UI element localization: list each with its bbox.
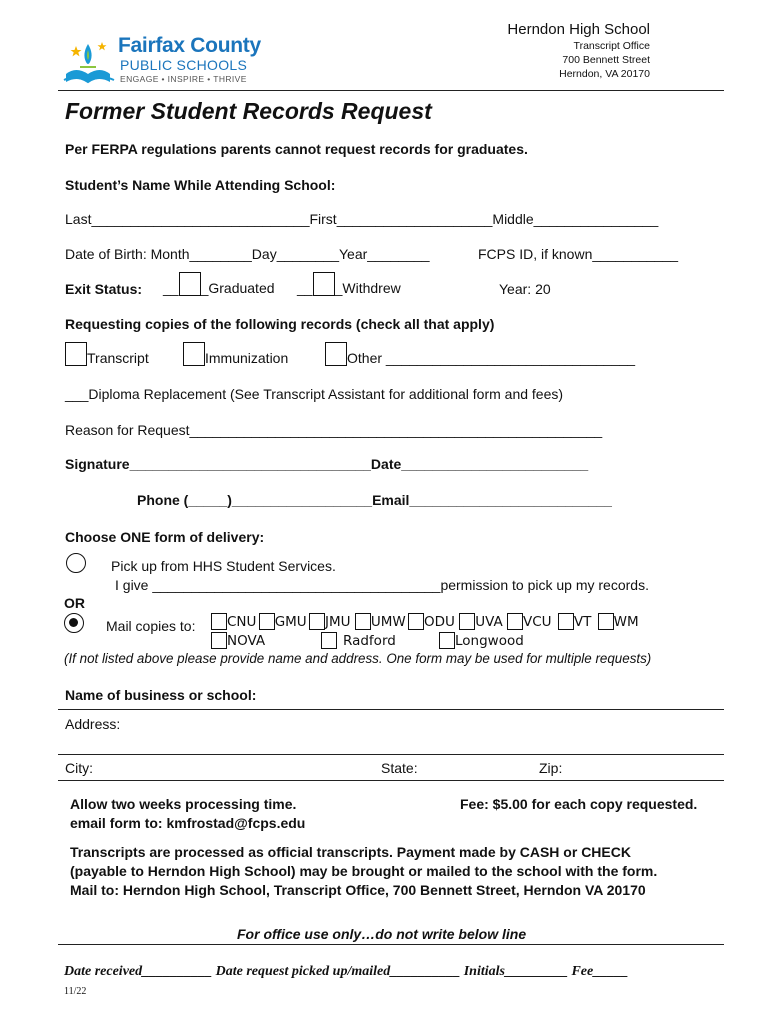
or-label: OR [64,595,85,611]
exit-year-field[interactable]: Year: 20 [499,281,551,297]
school-checkbox[interactable] [321,632,337,649]
name-fields[interactable]: Last____________________________First____________________Middle________________ [65,211,659,227]
school-option-wm[interactable] [596,614,639,630]
school-name-label: VCU [523,614,552,630]
delivery-heading: Choose ONE form of delivery: [65,529,265,545]
school-option-jmu[interactable] [311,614,351,630]
ferpa-note: Per FERPA regulations parents cannot request records for graduates. [65,141,528,157]
processing-note: Allow two weeks processing time. [70,796,297,812]
office-use-heading: For office use only…do not write below line [237,926,527,942]
school-option-gmu[interactable] [261,614,307,630]
dob-fields[interactable]: Date of Birth: Month________Day________Year________ [65,246,430,262]
school-checkbox[interactable] [259,613,275,630]
pickup-line1: Pick up from HHS Student Services. [111,558,336,574]
school-checkbox[interactable] [558,613,574,630]
school-checkbox[interactable] [211,632,227,649]
exit-status-label: Exit Status: [65,281,143,297]
exit-withdrew-option[interactable] [297,272,401,296]
immunization-checkbox[interactable] [183,342,205,366]
withdrew-label: _Withdrew [334,280,401,296]
school-checkbox[interactable] [355,613,371,630]
school-option-nova[interactable] [211,632,265,649]
business-line [58,709,724,710]
header-divider [58,90,724,91]
logo-line1: Fairfax County [118,34,261,57]
mail-radio-selected-dot [69,618,78,627]
school-option-uva[interactable] [459,614,503,630]
record-other-option[interactable] [325,342,635,366]
not-listed-note: (If not listed above please provide name and address. One form may be used for multiple requests) [64,651,652,666]
fcps-logo [62,36,262,88]
transcripts-note-1: Transcripts are processed as official transcripts. Payment made by CASH or CHECK [70,844,631,860]
school-name-label: ODU [424,614,455,630]
school-name: Herndon High School [507,21,650,38]
school-option-cnu[interactable] [211,614,256,630]
school-name-label: UVA [475,614,503,630]
record-transcript-option[interactable] [65,342,149,366]
fcps-id-field[interactable]: FCPS ID, if known___________ [478,246,679,262]
school-office: Transcript Office [573,40,650,52]
school-option-umw[interactable] [355,614,406,630]
logo-line2: PUBLIC SCHOOLS [120,57,248,73]
school-option-longwood[interactable] [439,632,524,649]
school-option-radford[interactable] [321,632,396,649]
business-label: Name of business or school: [65,687,257,703]
other-label: Other ________________________________ [347,350,636,366]
office-fields: Date received__________ Date request picked up/mailed__________ Initials_________ Fee_____ [64,964,629,979]
school-checkbox[interactable] [459,613,475,630]
graduated-label: _Graduated [200,280,275,296]
school-street: 700 Bennett Street [562,54,650,66]
school-name-label: NOVA [227,633,266,649]
signature-date-fields[interactable]: Signature_______________________________Date________________________ [65,456,589,472]
school-name-label: UMW [370,614,406,630]
mail-radio[interactable] [64,613,84,633]
zip-field[interactable]: Zip: [539,760,563,776]
record-immunization-option[interactable] [183,342,288,366]
school-name-label: CNU [227,614,257,630]
fee-note: Fee: $5.00 for each copy requested. [460,796,698,812]
reason-field[interactable]: Reason for Request_____________________________________________________ [65,422,603,438]
graduated-checkbox[interactable] [179,272,201,296]
address-field[interactable]: Address: [65,716,121,732]
name-heading: Student’s Name While Attending School: [65,177,336,193]
school-checkbox[interactable] [211,613,227,630]
page-title: Former Student Records Request [65,98,432,124]
school-name-label: GMU [274,614,307,630]
office-use-line [58,944,724,945]
form-version: 11/22 [64,986,87,997]
school-options-row1 [211,613,639,630]
transcript-checkbox[interactable] [65,342,87,366]
school-city: Herndon, VA 20170 [559,68,650,80]
email-note: email form to: kmfrostad@fcps.edu [70,815,306,831]
city-line [58,780,724,781]
school-name-label: VT [573,614,592,630]
other-checkbox[interactable] [325,342,347,366]
state-field[interactable]: State: [381,760,418,776]
logo-tagline: ENGAGE • INSPIRE • THRIVE [120,74,247,84]
diploma-replacement-option[interactable]: ___Diploma Replacement (See Transcript Assistant for additional form and fees) [65,386,564,402]
transcripts-note-2: (payable to Herndon High School) may be brought or mailed to the school with the form. [70,863,658,879]
pickup-permission-field[interactable]: I give _____________________________________permission to pick up my records. [115,577,649,593]
school-checkbox[interactable] [507,613,523,630]
immunization-label: Immunization [205,350,289,366]
school-option-vcu[interactable] [507,614,552,630]
school-name-label: Radford [343,633,396,649]
school-name-label: WM [613,614,639,630]
pickup-radio[interactable] [66,553,86,573]
withdrew-checkbox[interactable] [313,272,335,296]
city-field[interactable]: City: [65,760,93,776]
transcripts-note-3: Mail to: Herndon High School, Transcript Office, 700 Bennett Street, Herndon VA 20170 [70,882,646,898]
school-option-vt[interactable] [556,614,591,630]
school-checkbox[interactable] [309,613,325,630]
phone-email-fields[interactable]: Phone (_____)__________________Email__________________________ [137,492,612,508]
school-checkbox[interactable] [598,613,614,630]
mail-label: Mail copies to: [106,618,196,634]
school-checkbox[interactable] [439,632,455,649]
exit-prefix: __ [297,280,313,296]
exit-graduated-option[interactable] [163,272,275,296]
school-checkbox[interactable] [408,613,424,630]
address-line [58,754,724,755]
school-option-odu[interactable] [410,614,455,630]
logo-emblem-icon [62,36,116,86]
transcript-label: Transcript [87,350,149,366]
exit-prefix: __ [163,280,179,296]
school-name-label: Longwood [455,633,524,649]
requesting-heading: Requesting copies of the following records (check all that apply) [65,316,495,332]
school-name-label: JMU [325,614,351,630]
